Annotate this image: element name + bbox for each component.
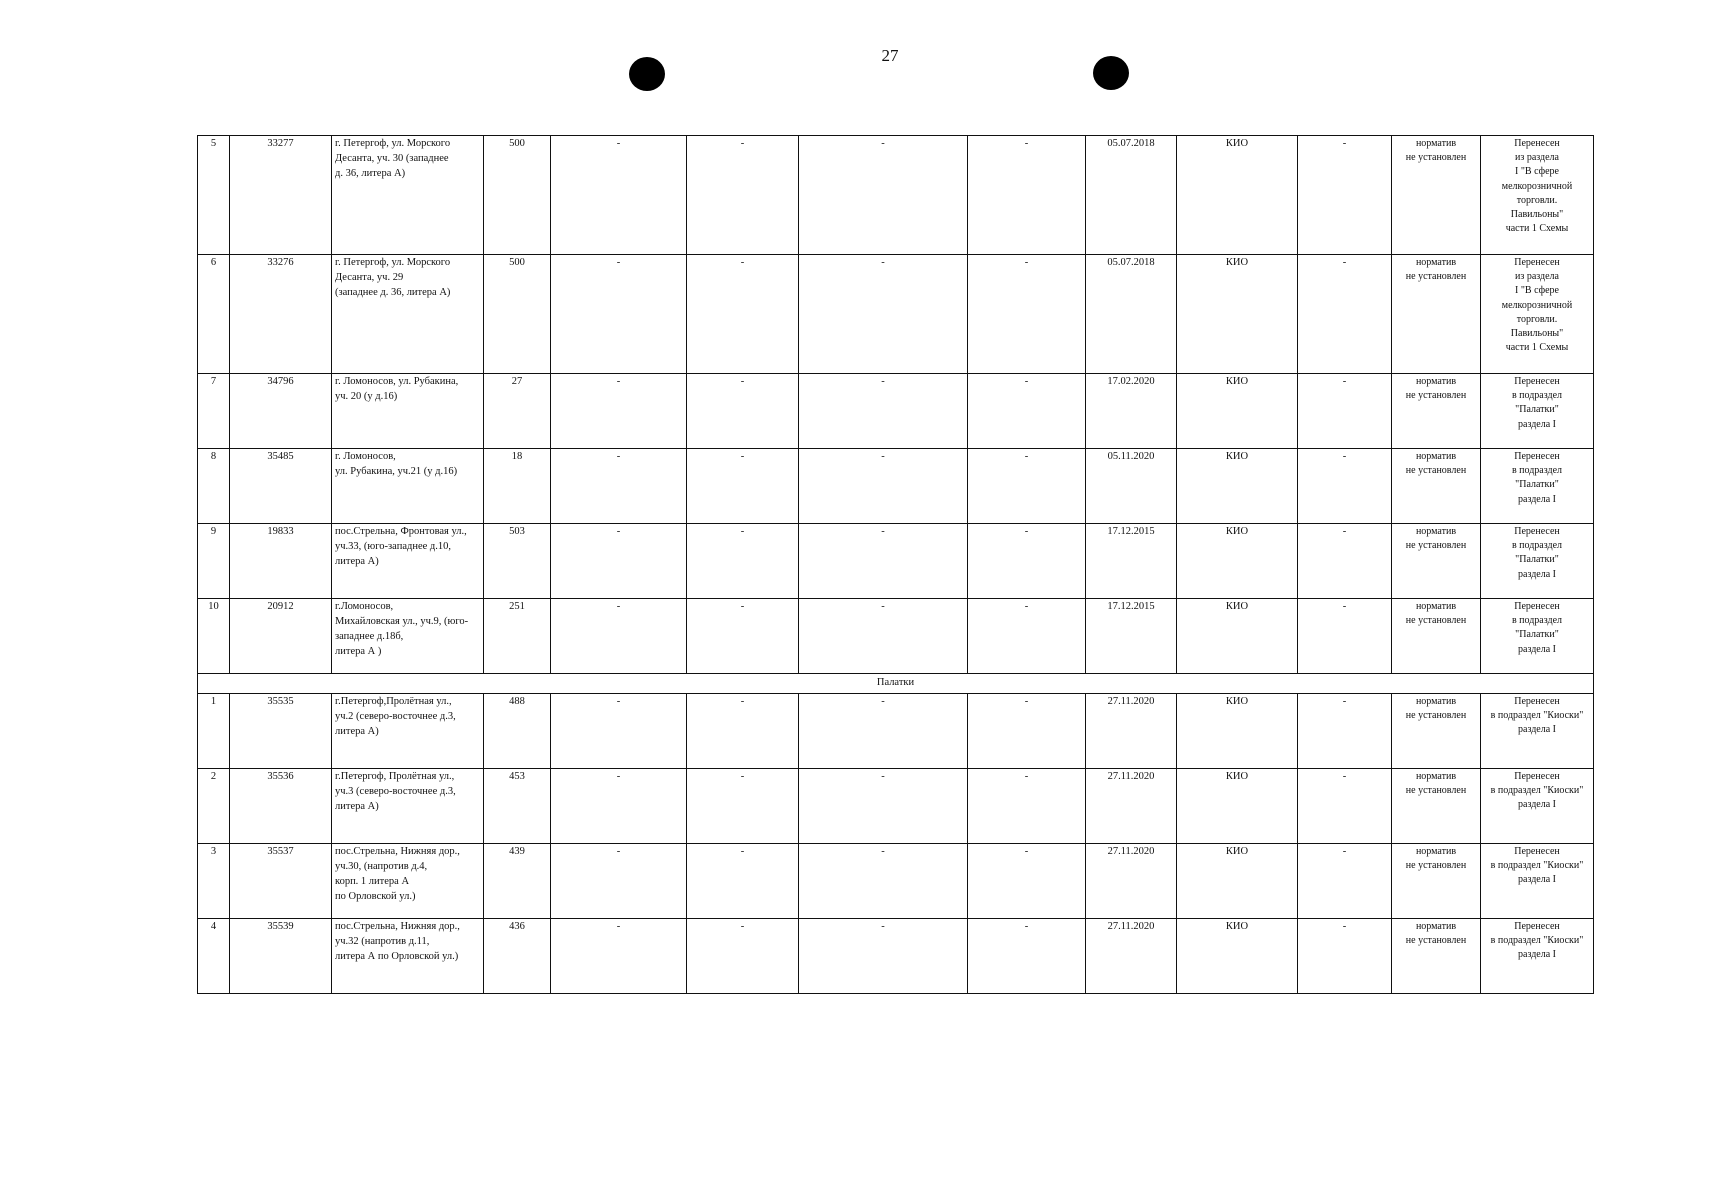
row-number-cell: 4 — [198, 918, 230, 993]
empty-value-cell: - — [687, 136, 799, 255]
note-cell-line: Перенесен — [1514, 845, 1560, 857]
address-cell-line: д. 36, литера А) — [335, 167, 406, 179]
note-cell-line: раздела I — [1518, 874, 1556, 886]
note-cell-line: "Палатки" — [1515, 554, 1559, 566]
norm-cell-line: норматив — [1415, 920, 1457, 932]
organization-cell: КИО — [1177, 136, 1298, 255]
note-cell-line: раздела I — [1518, 724, 1556, 736]
row-number-cell: 2 — [198, 768, 230, 843]
organization-cell: КИО — [1177, 524, 1298, 599]
empty-value-cell: - — [551, 918, 687, 993]
empty-value-cell: - — [1298, 768, 1392, 843]
address-cell — [332, 136, 484, 255]
norm-cell-line: норматив — [1415, 451, 1457, 462]
table-section — [198, 674, 1594, 694]
empty-value-cell: - — [799, 843, 968, 918]
note-cell-line: из раздела — [1515, 271, 1559, 283]
registry-id-cell: 33276 — [230, 255, 332, 374]
address-cell-line: по Орловской ул.) — [335, 890, 416, 902]
area-cell: 27 — [484, 374, 551, 449]
note-cell-line: раздела I — [1518, 643, 1556, 655]
table-row — [198, 843, 1594, 918]
address-cell-line: пос.Стрельна, Нижняя дор., — [335, 920, 460, 932]
punch-hole-mark — [1093, 56, 1129, 90]
area-cell: 503 — [484, 524, 551, 599]
note-cell-line: Перенесен — [1514, 695, 1560, 707]
table-row — [198, 255, 1594, 374]
note-cell — [1481, 693, 1594, 768]
norm-cell-line: норматив — [1415, 376, 1457, 387]
note-cell — [1481, 255, 1594, 374]
note-cell — [1481, 374, 1594, 449]
empty-value-cell: - — [551, 768, 687, 843]
registry-id-cell: 35539 — [230, 918, 332, 993]
empty-value-cell: - — [799, 136, 968, 255]
area-cell: 453 — [484, 768, 551, 843]
registry-id-cell: 35485 — [230, 449, 332, 524]
row-number-cell: 1 — [198, 693, 230, 768]
empty-value-cell: - — [968, 768, 1086, 843]
note-cell-line: торговли. — [1516, 194, 1558, 206]
date-cell: 05.11.2020 — [1086, 449, 1177, 524]
organization-cell: КИО — [1177, 693, 1298, 768]
norm-cell — [1392, 918, 1481, 993]
empty-value-cell: - — [968, 449, 1086, 524]
norm-cell-line: не установлен — [1405, 271, 1467, 283]
table-row — [198, 768, 1594, 843]
empty-value-cell: - — [799, 768, 968, 843]
note-cell — [1481, 843, 1594, 918]
empty-value-cell: - — [687, 843, 799, 918]
norm-cell-line: норматив — [1415, 257, 1457, 268]
norm-cell-line: норматив — [1415, 770, 1457, 782]
norm-cell-line: норматив — [1415, 138, 1457, 149]
table-row — [198, 693, 1594, 768]
norm-cell — [1392, 524, 1481, 599]
empty-value-cell: - — [1298, 599, 1392, 674]
norm-cell-line: не установлен — [1405, 860, 1467, 872]
note-cell — [1481, 918, 1594, 993]
note-cell — [1481, 449, 1594, 524]
registry-table — [197, 135, 1594, 994]
norm-cell-line: норматив — [1415, 601, 1457, 612]
address-cell-line: уч.30, (напротив д.4, — [335, 860, 428, 872]
note-cell-line: раздела I — [1518, 799, 1556, 811]
registry-id-cell: 35535 — [230, 693, 332, 768]
note-cell-line: Павильоны" — [1510, 327, 1564, 339]
note-cell-line: Павильоны" — [1510, 208, 1564, 220]
row-number-cell: 5 — [198, 136, 230, 255]
address-cell-line: Михайловская ул., уч.9, (юго- — [335, 615, 469, 627]
address-cell-line: Десанта, уч. 30 (западнее — [335, 152, 449, 164]
empty-value-cell: - — [1298, 918, 1392, 993]
empty-value-cell: - — [1298, 136, 1392, 255]
empty-value-cell: - — [968, 136, 1086, 255]
empty-value-cell: - — [799, 524, 968, 599]
address-cell — [332, 524, 484, 599]
table-row — [198, 374, 1594, 449]
organization-cell: КИО — [1177, 449, 1298, 524]
note-cell-line: в подраздел — [1511, 465, 1563, 477]
note-cell-line: из раздела — [1515, 152, 1559, 164]
norm-cell-line: норматив — [1415, 526, 1457, 537]
area-cell: 500 — [484, 136, 551, 255]
address-cell-line: западнее д.18б, — [335, 630, 404, 642]
note-cell-line: в подраздел — [1511, 390, 1563, 402]
table-row — [198, 524, 1594, 599]
empty-value-cell: - — [551, 524, 687, 599]
address-cell-line: литера А) — [335, 725, 379, 737]
note-cell-line: раздела I — [1518, 568, 1556, 580]
registry-id-cell: 20912 — [230, 599, 332, 674]
registry-id-cell: 35537 — [230, 843, 332, 918]
table-row — [198, 599, 1594, 674]
note-cell-line: Перенесен — [1514, 451, 1560, 462]
address-cell-line: г. Петергоф, ул. Морского — [335, 257, 451, 268]
norm-cell — [1392, 449, 1481, 524]
note-cell-line: Перенесен — [1514, 770, 1560, 782]
address-cell — [332, 693, 484, 768]
address-cell — [332, 918, 484, 993]
note-cell-line: в подраздел "Киоски" — [1490, 785, 1584, 797]
registry-id-cell: 33277 — [230, 136, 332, 255]
empty-value-cell: - — [968, 374, 1086, 449]
address-cell — [332, 255, 484, 374]
area-cell: 436 — [484, 918, 551, 993]
page-number: 27 — [881, 46, 899, 65]
date-cell: 17.02.2020 — [1086, 374, 1177, 449]
norm-cell-line: норматив — [1415, 695, 1457, 707]
empty-value-cell: - — [799, 599, 968, 674]
address-cell — [332, 843, 484, 918]
norm-cell-line: не установлен — [1405, 710, 1467, 722]
registry-id-cell: 19833 — [230, 524, 332, 599]
address-cell-line: уч. 20 (у д.16) — [335, 390, 398, 402]
section-header-row — [198, 674, 1594, 694]
date-cell: 17.12.2015 — [1086, 599, 1177, 674]
note-cell-line: части 1 Схемы — [1505, 342, 1569, 354]
empty-value-cell: - — [687, 374, 799, 449]
note-cell — [1481, 524, 1594, 599]
row-number-cell: 8 — [198, 449, 230, 524]
date-cell: 05.07.2018 — [1086, 255, 1177, 374]
address-cell-line: литера А) — [335, 555, 379, 567]
empty-value-cell: - — [968, 843, 1086, 918]
address-cell-line: ул. Рубакина, уч.21 (у д.16) — [335, 465, 458, 477]
empty-value-cell: - — [687, 918, 799, 993]
address-cell-line: литера А по Орловской ул.) — [335, 950, 459, 962]
address-cell-line: г. Ломоносов, — [335, 451, 396, 462]
norm-cell-line: не установлен — [1405, 785, 1467, 797]
address-cell-line: г.Петергоф,Пролётная ул., — [335, 695, 452, 707]
address-cell-line: г. Ломоносов, ул. Рубакина, — [335, 376, 459, 387]
organization-cell: КИО — [1177, 768, 1298, 843]
norm-cell — [1392, 843, 1481, 918]
empty-value-cell: - — [687, 524, 799, 599]
norm-cell-line: не установлен — [1405, 615, 1467, 627]
note-cell — [1481, 599, 1594, 674]
area-cell: 488 — [484, 693, 551, 768]
empty-value-cell: - — [551, 449, 687, 524]
table-body-group2 — [198, 693, 1594, 993]
norm-cell — [1392, 374, 1481, 449]
row-number-cell: 7 — [198, 374, 230, 449]
norm-cell-line: не установлен — [1405, 935, 1467, 947]
empty-value-cell: - — [1298, 374, 1392, 449]
date-cell: 27.11.2020 — [1086, 918, 1177, 993]
address-cell-line: уч.33, (юго-западнее д.10, — [335, 540, 451, 552]
area-cell: 439 — [484, 843, 551, 918]
address-cell-line: г.Петергоф, Пролётная ул., — [335, 770, 455, 782]
organization-cell: КИО — [1177, 918, 1298, 993]
address-cell-line: уч.2 (северо-восточнее д.3, — [335, 710, 456, 722]
note-cell-line: Перенесен — [1514, 376, 1560, 387]
address-cell-line: литера А) — [335, 800, 379, 812]
note-cell-line: раздела I — [1518, 949, 1556, 961]
note-cell-line: Перенесен — [1514, 526, 1560, 537]
note-cell-line: Перенесен — [1514, 138, 1560, 149]
note-cell-line: "Палатки" — [1515, 479, 1559, 491]
note-cell-line: "Палатки" — [1515, 629, 1559, 641]
note-cell-line: раздела I — [1518, 418, 1556, 430]
address-cell-line: литера А ) — [335, 645, 382, 657]
empty-value-cell: - — [968, 918, 1086, 993]
address-cell-line: Десанта, уч. 29 — [335, 271, 404, 283]
note-cell — [1481, 136, 1594, 255]
norm-cell-line: не установлен — [1405, 152, 1467, 164]
note-cell — [1481, 768, 1594, 843]
empty-value-cell: - — [551, 255, 687, 374]
address-cell — [332, 449, 484, 524]
note-cell-line: раздела I — [1518, 493, 1556, 505]
row-number-cell: 10 — [198, 599, 230, 674]
norm-cell — [1392, 599, 1481, 674]
empty-value-cell: - — [687, 768, 799, 843]
empty-value-cell: - — [1298, 524, 1392, 599]
organization-cell: КИО — [1177, 843, 1298, 918]
organization-cell: КИО — [1177, 599, 1298, 674]
note-cell-line: части 1 Схемы — [1505, 223, 1569, 235]
address-cell — [332, 599, 484, 674]
norm-cell — [1392, 768, 1481, 843]
empty-value-cell: - — [968, 599, 1086, 674]
registry-id-cell: 34796 — [230, 374, 332, 449]
empty-value-cell: - — [551, 599, 687, 674]
note-cell-line: в подраздел "Киоски" — [1490, 935, 1584, 947]
empty-value-cell: - — [799, 918, 968, 993]
empty-value-cell: - — [1298, 449, 1392, 524]
note-cell-line: I "В сфере — [1515, 166, 1559, 178]
note-cell-line: I "В сфере — [1515, 285, 1559, 297]
address-cell-line: корп. 1 литера А — [335, 875, 410, 887]
empty-value-cell: - — [968, 693, 1086, 768]
norm-cell-line: не установлен — [1405, 390, 1467, 402]
empty-value-cell: - — [687, 449, 799, 524]
row-number-cell: 3 — [198, 843, 230, 918]
note-cell-line: Перенесен — [1514, 920, 1560, 932]
address-cell-line: г. Петергоф, ул. Морского — [335, 138, 451, 149]
address-cell — [332, 768, 484, 843]
row-number-cell: 6 — [198, 255, 230, 374]
norm-cell — [1392, 136, 1481, 255]
date-cell: 05.07.2018 — [1086, 136, 1177, 255]
empty-value-cell: - — [551, 693, 687, 768]
address-cell-line: г.Ломоносов, — [335, 601, 394, 612]
norm-cell — [1392, 255, 1481, 374]
date-cell: 27.11.2020 — [1086, 693, 1177, 768]
table-body-group1 — [198, 136, 1594, 674]
area-cell: 500 — [484, 255, 551, 374]
note-cell-line: мелкорозничной — [1501, 180, 1573, 192]
punch-hole-mark — [629, 57, 665, 91]
empty-value-cell: - — [551, 843, 687, 918]
note-cell-line: мелкорозничной — [1501, 299, 1573, 311]
empty-value-cell: - — [968, 255, 1086, 374]
area-cell: 18 — [484, 449, 551, 524]
empty-value-cell: - — [551, 374, 687, 449]
table-row — [198, 918, 1594, 993]
table-row — [198, 136, 1594, 255]
table-row — [198, 449, 1594, 524]
address-cell-line: (западнее д. 36, литера А) — [335, 286, 451, 298]
empty-value-cell: - — [968, 524, 1086, 599]
date-cell: 27.11.2020 — [1086, 843, 1177, 918]
registry-id-cell: 35536 — [230, 768, 332, 843]
norm-cell-line: не установлен — [1405, 540, 1467, 552]
note-cell-line: в подраздел — [1511, 615, 1563, 627]
date-cell: 17.12.2015 — [1086, 524, 1177, 599]
address-cell-line: уч.32 (напротив д.11, — [335, 935, 430, 947]
note-cell-line: в подраздел "Киоски" — [1490, 710, 1584, 722]
organization-cell: КИО — [1177, 255, 1298, 374]
note-cell-line: Перенесен — [1514, 257, 1560, 268]
empty-value-cell: - — [687, 693, 799, 768]
empty-value-cell: - — [687, 599, 799, 674]
address-cell-line: уч.3 (северо-восточнее д.3, — [335, 785, 456, 797]
note-cell-line: в подраздел — [1511, 540, 1563, 552]
norm-cell — [1392, 693, 1481, 768]
norm-cell-line: норматив — [1415, 845, 1457, 857]
section-title: Палатки — [198, 674, 1594, 694]
note-cell-line: торговли. — [1516, 313, 1558, 325]
row-number-cell: 9 — [198, 524, 230, 599]
address-cell-line: пос.Стрельна, Фронтовая ул., — [335, 526, 467, 537]
norm-cell-line: не установлен — [1405, 465, 1467, 477]
empty-value-cell: - — [799, 374, 968, 449]
date-cell: 27.11.2020 — [1086, 768, 1177, 843]
empty-value-cell: - — [1298, 843, 1392, 918]
empty-value-cell: - — [1298, 693, 1392, 768]
empty-value-cell: - — [799, 693, 968, 768]
empty-value-cell: - — [551, 136, 687, 255]
empty-value-cell: - — [799, 449, 968, 524]
note-cell-line: в подраздел "Киоски" — [1490, 860, 1584, 872]
empty-value-cell: - — [687, 255, 799, 374]
area-cell: 251 — [484, 599, 551, 674]
address-cell — [332, 374, 484, 449]
organization-cell: КИО — [1177, 374, 1298, 449]
address-cell-line: пос.Стрельна, Нижняя дор., — [335, 845, 460, 857]
note-cell-line: Перенесен — [1514, 601, 1560, 612]
empty-value-cell: - — [799, 255, 968, 374]
note-cell-line: "Палатки" — [1515, 404, 1559, 416]
empty-value-cell: - — [1298, 255, 1392, 374]
